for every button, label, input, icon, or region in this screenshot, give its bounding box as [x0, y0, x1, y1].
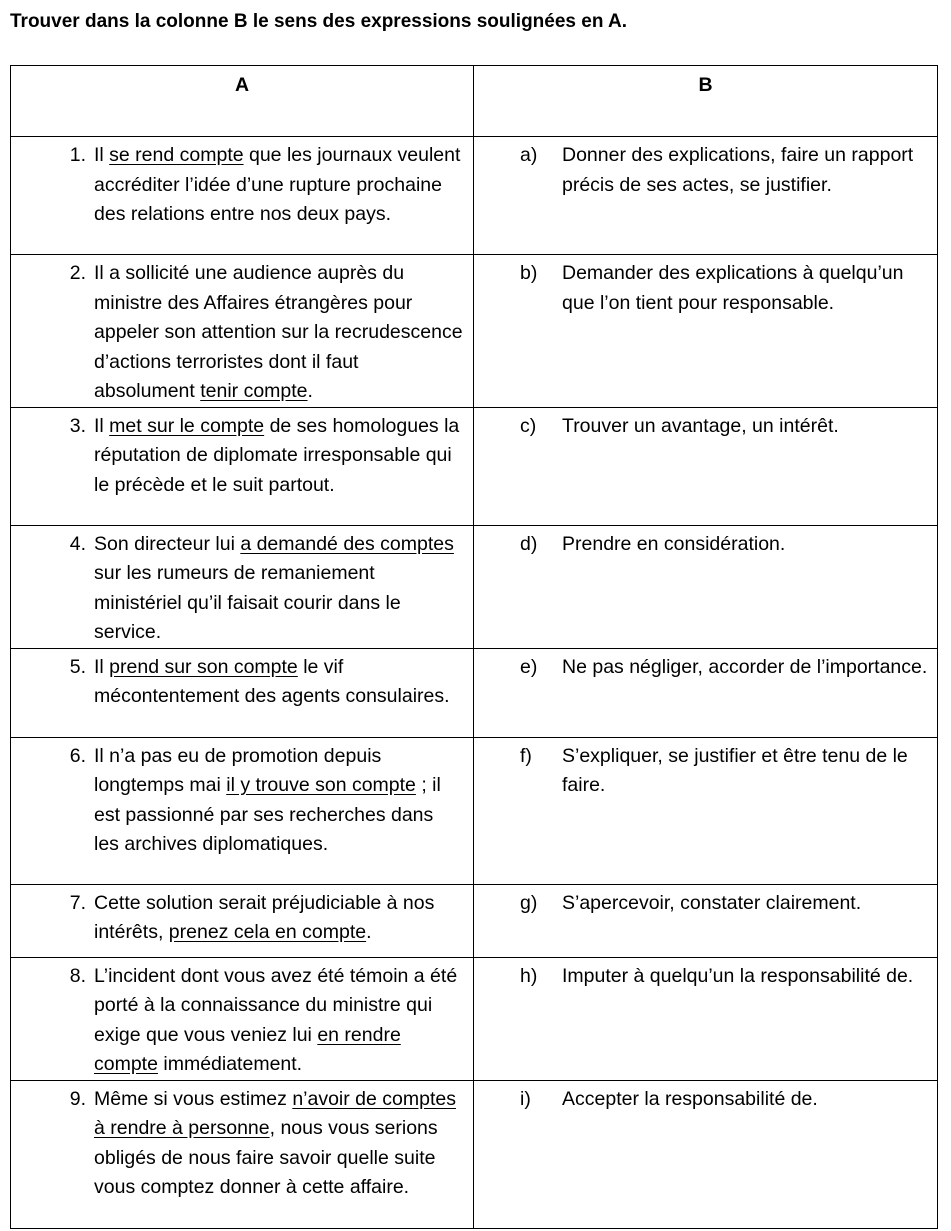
cell-b — [474, 525, 938, 648]
underlined-expression: il y trouve son compte — [226, 774, 416, 796]
item-number: 6. — [69, 744, 86, 767]
definition: Demander des explications à quelqu’un que l’on tient pour responsable. — [562, 262, 904, 314]
underlined-expression: a demandé des comptes — [240, 532, 454, 555]
item-number: 4. — [69, 532, 86, 555]
item-letter: e) — [520, 655, 538, 678]
underlined-expression: tenir compte — [200, 380, 308, 402]
underlined-expression: met sur le compte — [109, 414, 265, 437]
sentence-text-after: . — [307, 380, 313, 402]
underlined-expression: en rendre compte — [94, 1023, 401, 1075]
table-row — [11, 407, 938, 525]
sentence-text-after: que les journaux veulent accréditer l’idée d’une rupture prochaine des relations entre nos deux pays. — [94, 144, 461, 225]
sentence — [94, 530, 473, 648]
item-number: 7. — [69, 891, 86, 914]
definition: S’apercevoir, constater clairement. — [562, 891, 862, 914]
cell-a — [11, 737, 474, 884]
sentence-text-after: de ses homologues la réputation de diplomate irresponsable qui le précède et le suit partout. — [94, 414, 460, 496]
sentence-text-after: ; il est passionné par ses recherches dans les archives diplomatiques. — [94, 774, 441, 855]
sentence — [94, 141, 473, 230]
definition: Accepter la responsabilité de. — [562, 1087, 818, 1110]
sentence-text-before: Il — [94, 414, 110, 437]
definition: Ne pas négliger, accorder de l’importance. — [562, 655, 928, 678]
sentence-text-after: le vif mécontentement des agents consulaires. — [94, 655, 450, 707]
cell-b — [474, 407, 938, 525]
cell-b — [474, 255, 938, 408]
cell-b — [474, 957, 938, 1080]
cell-a — [11, 648, 474, 737]
item-letter: i) — [520, 1087, 531, 1110]
cell-a — [11, 407, 474, 525]
sentence-text-before: Même si vous estimez — [94, 1087, 293, 1110]
underlined-expression: prend sur son compte — [109, 655, 298, 678]
item-letter: f) — [520, 744, 532, 767]
exercise-table — [10, 65, 938, 1229]
sentence-text-before: Il n’a pas eu de promotion depuis longtemps mai — [94, 744, 382, 796]
cell-a — [11, 525, 474, 648]
table-row — [11, 1080, 938, 1228]
item-number: 1. — [69, 144, 86, 166]
sentence-text-before: Il — [94, 655, 110, 678]
item-number: 8. — [69, 964, 86, 987]
table-row — [11, 737, 938, 884]
cell-b — [474, 737, 938, 884]
item-letter: d) — [520, 532, 538, 555]
underlined-expression: se rend compte — [109, 144, 244, 166]
sentence — [94, 259, 473, 407]
sentence-text-before: Son directeur lui — [94, 532, 241, 555]
definition: S’expliquer, se justifier et être tenu de le faire. — [562, 744, 908, 796]
table-row — [11, 137, 938, 255]
column-a-header: A — [11, 66, 474, 137]
underlined-expression: prenez cela en compte — [168, 921, 367, 943]
definition: Imputer à quelqu’un la responsabilité de. — [562, 964, 914, 987]
table-row — [11, 525, 938, 648]
item-letter: a) — [520, 144, 538, 166]
item-number: 5. — [69, 655, 86, 678]
cell-a — [11, 255, 474, 408]
cell-a — [11, 1080, 474, 1228]
sentence-text-before: Il — [94, 144, 110, 166]
column-b-header: B — [474, 66, 938, 137]
instruction-heading: Trouver dans la colonne B le sens des expressions soulignées en A. — [10, 11, 628, 32]
sentence-text-after: sur les rumeurs de remaniement ministériel qu’il faisait courir dans le service. — [94, 562, 401, 643]
underlined-expression: n’avoir de comptes à rendre à personne — [94, 1087, 456, 1139]
item-letter: h) — [520, 964, 538, 987]
cell-b — [474, 884, 938, 957]
item-number: 3. — [69, 414, 86, 437]
table-row — [11, 255, 938, 408]
cell-a — [11, 957, 474, 1080]
item-number: 2. — [69, 262, 86, 284]
sentence — [94, 412, 473, 501]
sentence-text-before: Cette solution serait préjudiciable à nos intérêts, — [94, 891, 435, 943]
table-row — [11, 884, 938, 957]
sentence — [94, 1085, 473, 1203]
sentence-text-after: immédiatement. — [157, 1053, 303, 1075]
sentence-text-before: Il a sollicité une audience auprès du ministre des Affaires étrangères pour appeler son attention sur la recrudescence d’actions terroristes dont il faut absolument — [94, 262, 463, 402]
definition: Prendre en considération. — [562, 532, 786, 555]
table-row — [11, 957, 938, 1080]
definition: Trouver un avantage, un intérêt. — [562, 414, 839, 437]
sentence-text-after: . — [366, 921, 372, 943]
table-row — [11, 648, 938, 737]
definition: Donner des explications, faire un rapport précis de ses actes, se justifier. — [562, 144, 914, 196]
item-letter: b) — [520, 262, 538, 284]
cell-a — [11, 137, 474, 255]
item-letter: c) — [520, 414, 537, 437]
header-row — [11, 66, 938, 137]
sentence — [94, 962, 473, 1080]
item-number: 9. — [69, 1087, 86, 1110]
sentence-text-after: , nous vous serions obligés de nous faire savoir quelle suite vous comptez donner à cette affaire. — [94, 1117, 438, 1198]
cell-b — [474, 1080, 938, 1228]
cell-a — [11, 884, 474, 957]
sentence — [94, 742, 473, 860]
sentence-text-before: L’incident dont vous avez été témoin a été porté à la connaissance du ministre qui exige que vous veniez lui — [94, 964, 458, 1046]
item-letter: g) — [520, 891, 538, 914]
cell-b — [474, 648, 938, 737]
sentence — [94, 889, 473, 948]
sentence — [94, 653, 473, 712]
cell-b — [474, 137, 938, 255]
